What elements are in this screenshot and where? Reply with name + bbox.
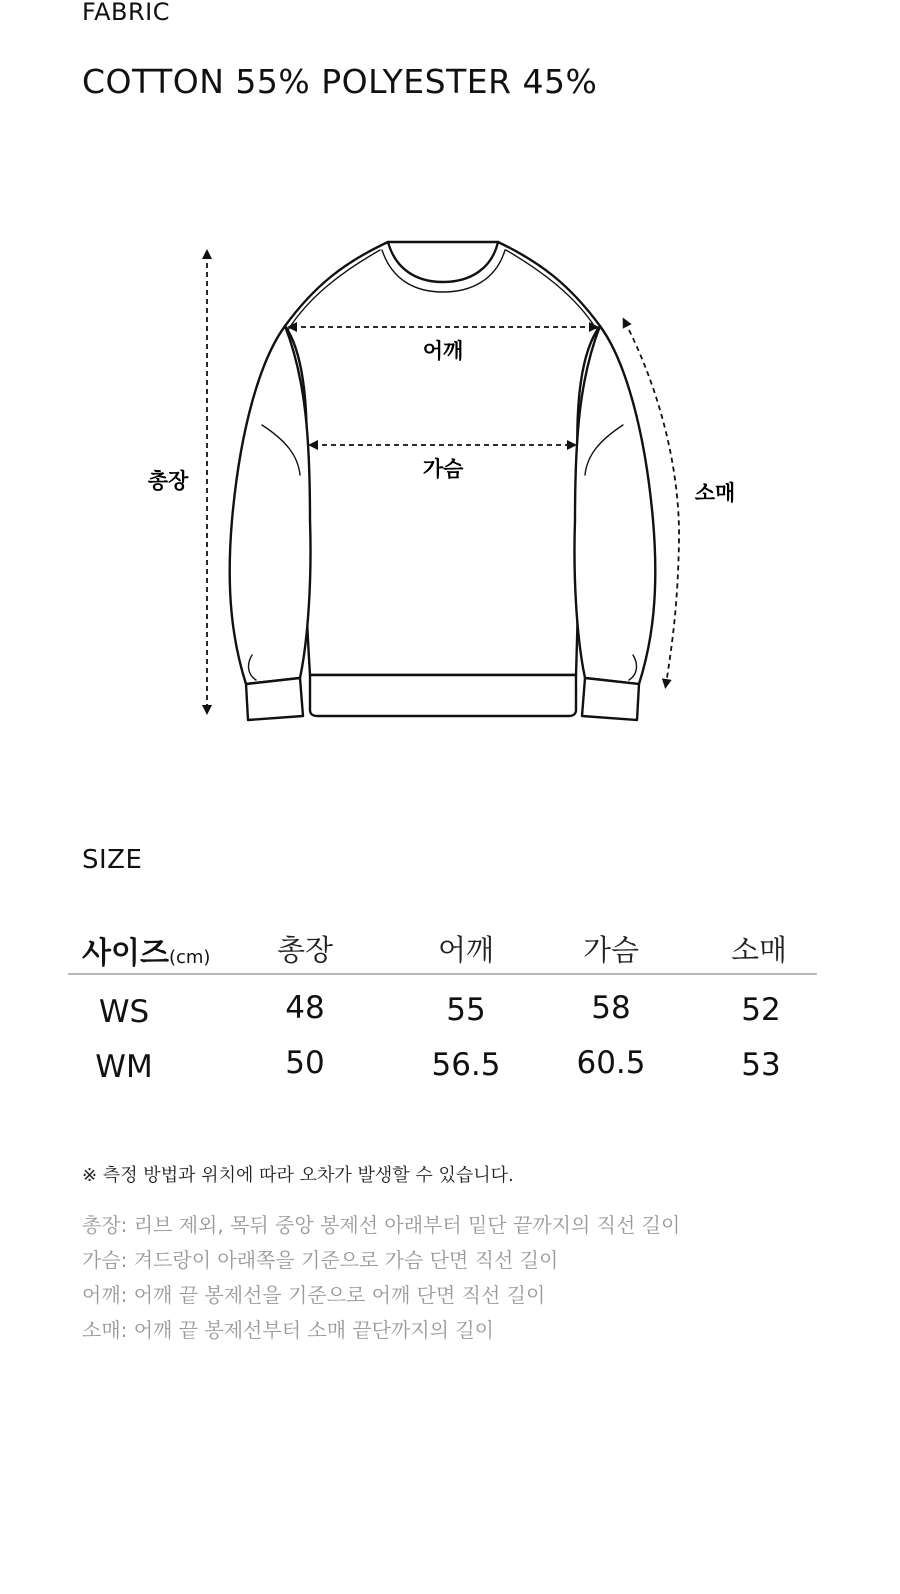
row-size-name: WS <box>98 994 150 1030</box>
row-cell: 58 <box>591 990 631 1026</box>
diagram-label-sleeve: 소매 <box>694 481 736 505</box>
table-header-size: 사이즈(cm) <box>82 936 211 971</box>
definition-length: 총장: 리브 제외, 목뒤 중앙 봉제선 아래부터 밑단 끝까지의 직선 길이 <box>82 1213 681 1237</box>
definition-shoulder: 어깨: 어깨 끝 봉제선을 기준으로 어깨 단면 직선 길이 <box>82 1283 546 1307</box>
row-cell: 52 <box>741 992 781 1028</box>
fabric-label: FABRIC <box>82 0 170 26</box>
measurement-disclaimer: ※ 측정 방법과 위치에 따라 오차가 발생할 수 있습니다. <box>82 1165 514 1186</box>
sweatshirt-outline <box>230 242 656 720</box>
table-divider <box>68 973 817 975</box>
diagram-label-length: 총장 <box>147 469 189 493</box>
table-header-unit: (cm) <box>168 947 211 968</box>
row-cell: 53 <box>741 1047 781 1083</box>
table-header-length: 총장 <box>276 933 334 967</box>
row-cell: 56.5 <box>431 1047 501 1083</box>
definition-chest: 가슴: 겨드랑이 아래쪽을 기준으로 가슴 단면 직선 길이 <box>82 1248 559 1272</box>
size-section-title: SIZE <box>82 845 143 875</box>
diagram-label-chest: 가슴 <box>422 457 464 481</box>
table-header-shoulder: 어깨 <box>437 933 495 967</box>
table-header-chest: 가슴 <box>582 933 640 967</box>
table-header-sleeve: 소매 <box>730 933 788 967</box>
definition-sleeve: 소매: 어깨 끝 봉제선부터 소매 끝단까지의 길이 <box>82 1318 494 1342</box>
row-cell: 48 <box>285 990 325 1026</box>
diagram-label-shoulder: 어깨 <box>422 339 464 363</box>
row-cell: 55 <box>446 992 486 1028</box>
fabric-composition: COTTON 55% POLYESTER 45% <box>82 62 598 101</box>
sweatshirt-diagram <box>0 0 900 760</box>
row-cell: 50 <box>285 1045 325 1081</box>
row-cell: 60.5 <box>576 1045 646 1081</box>
row-size-name: WM <box>95 1049 153 1085</box>
